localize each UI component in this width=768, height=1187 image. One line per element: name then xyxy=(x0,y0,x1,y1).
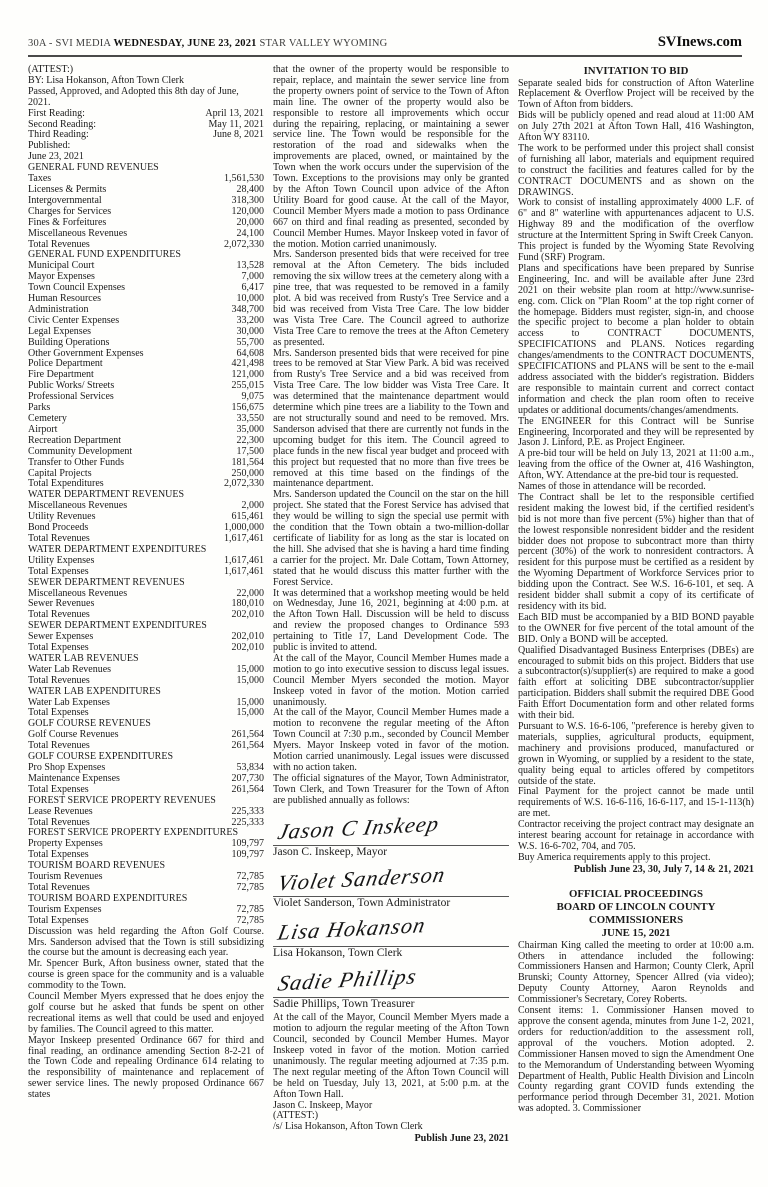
body-paragraph: Consent items: 1. Commissioner Hansen moved to approve the consent agenda, minutes from June 1-2, 2021, orders for reduction/addition to the assessment roll, approval of the vouchers. Motion adopted. 2. Commissioner Hansen moved to sign the Amendment One to the Memorandum of Understanding between Wyoming Department of Health, Public Health Division and Lincoln County regarding grant COVID funds extending the performance period through December 31, 2021. Motion was adopted. 3. Commissioner xyxy=(518,1005,754,1115)
ledger-label: Human Resources xyxy=(28,293,102,305)
ledger-value: 72,785 xyxy=(236,881,264,893)
body-paragraph: Buy America requirements apply to this project. xyxy=(518,851,711,863)
ledger-label: SEWER DEPARTMENT EXPENDITURES xyxy=(28,620,207,632)
body-paragraph: Plans and specifications have been prepared by Sunrise Engineering, Inc. and will be available after June 23rd 2021 on their website plan room at http://www.sunrise-eng. com. Click on "Plan Room" at the top right corner of the homepage. Bidders must register, sign-in, and choose the specific project to become a plan holder to obtain access to CONTRACT DOCUMENTS, SPECIFICATIONS and PLANS. Notices regarding changes/amendments to the CONTRACT DOCUMENTS, SPECIFICATIONS and PLANS will be sent to the e-mail address associated with the bidder's registration. Bidders are responsible to maintain current and correct contact information and check the plan room often to receive updates or additional documents/changes/amendments. xyxy=(518,262,754,416)
ledger-row xyxy=(28,916,264,927)
column-left xyxy=(28,65,264,1145)
column-right xyxy=(518,65,754,1145)
invitation-to-bid-title: INVITATION TO BID xyxy=(583,65,689,77)
ledger-label: Total Expenses xyxy=(28,914,89,926)
ledger-value: 1,000,000 xyxy=(224,522,264,534)
ledger-label: Tourism Expenses xyxy=(28,903,102,915)
ledger-value: 17,500 xyxy=(236,445,264,457)
ledger-label: June 23, 2021 xyxy=(28,151,84,163)
body-paragraph: At the call of the Mayor, Council Member Humes made a motion to go into executive session to discuss legal issues. Council Member Myers seconded the motion. Mayor Inskeep voted in favor of the motion. Motion carried unanimously. xyxy=(273,652,509,708)
ledger-label: Miscellaneous Revenues xyxy=(28,500,128,512)
ledger-value: 255,015 xyxy=(231,380,264,392)
body-paragraph: A pre-bid tour will be held on July 13, 2021 at 11:00 a.m., leaving from the office of the Owner at, 416 Washington, Afton, WY. Attendance at the pre-bid tour is requested. xyxy=(518,448,754,482)
ledger-label: WATER LAB REVENUES xyxy=(28,652,139,664)
ledger-label: Transfer to Other Funds xyxy=(28,456,125,468)
ledger-label: Total Revenues xyxy=(28,816,90,828)
left-column-paragraphs xyxy=(28,927,264,1102)
body-paragraph: Names of those in attendance will be recorded. xyxy=(518,481,706,493)
page-columns xyxy=(0,65,768,1145)
ledger-label: GOLF COURSE REVENUES xyxy=(28,718,151,730)
ledger-label: WATER DEPARTMENT REVENUES xyxy=(28,489,185,501)
ledger-value: 1,617,461 xyxy=(224,554,264,566)
signature-handwriting: Jason C Inskeep xyxy=(275,810,442,844)
body-paragraph: At the call of the Mayor, Council Member Humes made a motion to reconvene the regular meeting of the Afton Town Council at 7:30 p.m., seconded by Council Member Myers. Mayor Inskeep voted in favor of the motion. Motion carried unanimously. Legal issues were discussed with no action taken. xyxy=(273,707,509,773)
signature-printed-name: Lisa Hokanson, Town Clerk xyxy=(273,947,403,960)
ledger-label: Total Expenses xyxy=(28,849,89,861)
body-paragraph: Pursuant to W.S. 16-6-106, "preference is hereby given to materials, supplies, agricultural products, equipment, machinery and provisions produced, manufactured or grown in Wyoming, or supplied by a resident to the state, quality being equal to articles offered by competitors outside of the state. xyxy=(518,720,754,787)
ledger-value: 53,834 xyxy=(236,762,264,773)
ledger-row xyxy=(28,392,264,403)
ledger-value: 13,528 xyxy=(236,260,264,272)
ledger-label: Capital Projects xyxy=(28,467,92,479)
body-paragraph: Final Payment for the project cannot be made until requirements of W.S. 16-6-116, 16-6-117, and 15-1-113(h) are met. xyxy=(518,786,754,820)
ledger-value xyxy=(258,87,264,109)
ledger-label: Other Government Expenses xyxy=(28,347,144,359)
ledger-label: (ATTEST:) xyxy=(28,64,74,75)
ledger-value: 202,010 xyxy=(231,631,264,643)
ledger-value: 261,564 xyxy=(231,783,264,795)
ledger-label: Licenses & Permits xyxy=(28,183,107,195)
body-paragraph: It was determined that a workshop meeting would be held on Wednesday, June 16, 2021, beginning at 4:00 p.m. at the Afton Town Hall. Discussion will be held to discuss and review the proposed changes to Ordinance 593 pertaining to Title 17, Land Development Code. The public is invited to attend. xyxy=(273,587,509,654)
ledger-label: Legal Expenses xyxy=(28,325,92,337)
ledger-row xyxy=(28,687,264,698)
ledger-value: 55,700 xyxy=(236,336,264,348)
ledger-value xyxy=(258,76,264,87)
proceedings-date: JUNE 15, 2021 xyxy=(601,927,671,940)
ledger-value: 348,700 xyxy=(231,303,264,315)
ledger-label: Community Development xyxy=(28,445,133,457)
ledger-value: 120,000 xyxy=(231,205,264,217)
ledger-label: Water Lab Expenses xyxy=(28,696,110,708)
ledger-label: GENERAL FUND EXPENDITURES xyxy=(28,249,181,261)
invitation-paragraphs xyxy=(518,79,754,864)
ledger-label: Utility Expenses xyxy=(28,554,95,566)
ledger-value xyxy=(258,65,264,76)
signature-list xyxy=(273,810,509,1011)
ledger-value xyxy=(258,141,264,152)
proceedings-paragraphs xyxy=(518,941,754,1116)
ledger-label: Sewer Expenses xyxy=(28,631,94,643)
ledger-label: Passed, Approved, and Adopted this 8th day of June, 2021. xyxy=(28,85,239,108)
body-paragraph: Work to consist of installing approximately 4000 L.F. of 6" and 8" waterline with appurtenances adjacent to U.S. Highway 89 and the modification of the overflow structure at the Intermittent Spring in Swift Creek Canyon. xyxy=(518,197,754,242)
ledger-label: Total Expenditures xyxy=(28,478,104,490)
ledger-label: Total Expenses xyxy=(28,565,89,577)
publish-line: Publish June 23, 2021 xyxy=(414,1133,509,1145)
masthead-edition-line xyxy=(28,38,387,49)
ledger-label: Intergovernmental xyxy=(28,194,102,206)
ledger-label: Recreation Department xyxy=(28,434,122,446)
ledger-label: TOURISM BOARD EXPENDITURES xyxy=(28,892,188,904)
ledger-label: Total Revenues xyxy=(28,881,90,893)
ledger-value: 615,461 xyxy=(231,511,264,523)
ledger-label: Public Works/ Streets xyxy=(28,380,115,392)
ledger-row xyxy=(28,447,264,458)
ledger-value: 156,675 xyxy=(231,402,264,414)
ledger-label: FOREST SERVICE PROPERTY REVENUES xyxy=(28,794,216,806)
ledger-value: 1,561,530 xyxy=(224,173,264,185)
body-paragraph: The ENGINEER for this Contract will be Sunrise Engineering, Incorporated and they will be represented by Jason J. Linford, P.E. as Project Engineer. xyxy=(518,415,754,449)
ledger-label: Administration xyxy=(28,303,89,315)
ledger-value: 1,617,461 xyxy=(224,532,264,544)
ledger-value: 15,000 xyxy=(236,707,264,719)
body-paragraph: Mrs. Sanderson presented bids that were received for tree removal at the Afton Cemetery. The bids included removing the six willow trees at the cemetery along with a pine tree, that was requested to be removed in a family plot. A bid was received from Rusty's Tree Service and a bid was received from Vista Tree Care. The low bidder was Vista Tree Care. The Council agreed to authorize Vista Tree Care to remove the trees at the Afton Cemetery as presented. xyxy=(273,249,509,348)
ledger-value: 6,417 xyxy=(241,282,264,294)
signature-handwriting: Lisa Hokanson xyxy=(275,912,429,946)
ledger-value: 109,797 xyxy=(231,838,264,850)
signature-script xyxy=(273,861,509,897)
ledger-label: Tourism Revenues xyxy=(28,871,103,883)
ledger-row xyxy=(28,229,264,240)
proceedings-board-title: BOARD OF LINCOLN COUNTY COMMISSIONERS xyxy=(556,901,716,926)
ledger-value: 22,000 xyxy=(236,587,264,599)
ledger-label: Civic Center Expenses xyxy=(28,314,120,326)
ledger-value: 35,000 xyxy=(236,423,264,435)
ledger-label: Total Revenues xyxy=(28,609,90,621)
ledger-label: Pro Shop Expenses xyxy=(28,762,106,773)
closing-lines xyxy=(273,1101,509,1134)
ledger-value: 33,550 xyxy=(236,413,264,424)
notice-spacer xyxy=(518,876,754,888)
ledger-label: Taxes xyxy=(28,173,52,185)
middle-paragraphs-top xyxy=(273,65,509,807)
ledger-label: BY: Lisa Hokanson, Afton Town Clerk xyxy=(28,74,184,86)
ledger-label: Total Revenues xyxy=(28,740,90,752)
ledger-row xyxy=(28,109,264,120)
masthead-date: WEDNESDAY, JUNE 23, 2021 xyxy=(113,38,257,49)
ledger-value: 33,200 xyxy=(236,314,264,326)
ledger-label: Fire Department xyxy=(28,369,94,381)
masthead-divider xyxy=(28,55,742,57)
ledger-label: Miscellaneous Revenues xyxy=(28,227,128,239)
body-paragraph: Mr. Spencer Burk, Afton business owner, stated that the course is green space for the community and is a valuable commodity to the Town. xyxy=(28,958,264,992)
ledger-value: 421,498 xyxy=(231,358,264,370)
ledger-value: 24,100 xyxy=(236,227,264,239)
body-paragraph: Council Member Myers expressed that he does enjoy the golf course but he asked that funds be spent on other recreational items as well that could be used and enjoyed by families. The Council agreed to this matter. xyxy=(28,991,264,1035)
body-paragraph: Mayor Inskeep presented Ordinance 667 for third and final reading, an ordinance amending Section 8-2-21 of the Town Code and repealing Ordinance 614 relating to the responsibility of maintenance and replacement of sewer service lines. The newly proposed Ordinance 667 states xyxy=(28,1034,264,1101)
ledger-row xyxy=(28,807,264,818)
body-paragraph: This project is funded by the Wyoming State Revolving Fund (SRF) Program. xyxy=(518,241,754,263)
ledger-value: 261,564 xyxy=(231,729,264,741)
signature-handwriting: Sadie Phillips xyxy=(275,963,420,996)
ledger-label: Third Reading: xyxy=(28,129,89,141)
masthead-region: STAR VALLEY WYOMING xyxy=(256,38,388,49)
body-paragraph: Each BID must be accompanied by a BID BOND payable to the OWNER for five percent of the total amount of the BID. Only a BOND will be accepted. xyxy=(518,611,754,645)
ledger-label: Published: xyxy=(28,140,71,152)
ledger-value: 2,000 xyxy=(241,500,264,512)
ledger-label: Airport xyxy=(28,423,58,435)
ledger-label: Total Revenues xyxy=(28,238,90,250)
ledger-value: 225,333 xyxy=(231,816,264,828)
ledger-label: Professional Services xyxy=(28,391,114,403)
signature-script xyxy=(273,965,509,998)
body-paragraph: Chairman King called the meeting to order at 10:00 a.m. Others in attendance included the following: Commissioners Hansen and Harmon; County Clerk, April Brunski; County Attorney, Spencer Allred (via video); Deputy County Attorney, Aaron Reynolds and Commissioner's Secretary, Corey Roberts. xyxy=(518,939,754,1006)
middle-paragraphs-bottom xyxy=(273,1013,509,1100)
ledger-label: Maintenance Expenses xyxy=(28,772,120,784)
budget-ledger xyxy=(28,65,264,927)
column-middle xyxy=(273,65,509,1145)
body-paragraph: Mrs. Sanderson updated the Council on the star on the hill project. She stated that the Forest Service has advised that they would be willing to sign the special use permit with the condition that the Town obtain a two-million-dollar certificate of liability for as long as the star is located on the hill. She advised that she is having a hard time finding a carrier for the project. Mr. Dale Cottam, Town Attorney, stated that he would discuss this matter further with the Forest Service. xyxy=(273,489,509,588)
ledger-label: GOLF COURSE EXPENDITURES xyxy=(28,751,174,763)
ledger-value: 15,000 xyxy=(236,663,264,675)
ledger-label: Total Expenses xyxy=(28,783,89,795)
signature-printed-name: Jason C. Inskeep, Mayor xyxy=(273,845,388,858)
ledger-label: Utility Revenues xyxy=(28,511,96,523)
signature-block xyxy=(273,965,509,1010)
closing-line: Jason C. Inskeep, Mayor xyxy=(273,1099,373,1111)
ledger-value: 180,010 xyxy=(231,598,264,610)
ledger-value xyxy=(258,687,264,698)
ledger-value: 1,617,461 xyxy=(224,565,264,577)
ledger-value: 261,564 xyxy=(231,740,264,752)
ledger-value: 202,010 xyxy=(231,642,264,654)
ledger-label: TOURISM BOARD REVENUES xyxy=(28,860,166,872)
signature-handwriting: Violet Sanderson xyxy=(275,861,448,895)
ledger-value: 7,000 xyxy=(241,271,264,283)
ledger-row xyxy=(28,796,264,807)
ledger-value: 207,730 xyxy=(231,772,264,784)
closing-line: /s/ Lisa Hokanson, Afton Town Clerk xyxy=(273,1121,423,1133)
publish-line: Publish June 23, 30, July 7, 14 & 21, 2021 xyxy=(573,863,754,875)
signature-block xyxy=(273,914,509,959)
body-paragraph: Contractor receiving the project contract may designate an interest bearing account for retainage in accordance with W.S. 16-6-702, 704, and 705. xyxy=(518,819,754,852)
ledger-row xyxy=(28,87,264,109)
ledger-value: 10,000 xyxy=(236,293,264,305)
ledger-label: Bond Proceeds xyxy=(28,522,89,534)
ledger-value: 15,000 xyxy=(236,674,264,686)
ledger-label: SEWER DEPARTMENT REVENUES xyxy=(28,576,185,588)
body-paragraph: that the owner of the property would be responsible to repair, replace, and maintain the sewer service line from the property owners point of service to the Town of Afton main line. The owner of the property would also be responsible to restore all improvements which occur during the repairing, replacing, or maintaining a sewer service line. The Town would be responsible for the restoration of the road and sidewalks when the improvements are placed, owned, or maintained by the Town when the work occurs under the supervision of the Town. Exceptions to the provisions may only be granted by the Afton Town Council upon advice of the Afton Utility Board for good cause. At the call of the Mayor, Council Member Myers made a motion to pass Ordinance 667 on third and final reading as presented, seconded by Council Member Humes. Mayor Inskeep voted in favor of the motion. Motion carried unanimously. xyxy=(273,64,509,250)
signature-script xyxy=(273,914,509,947)
ledger-label: Total Expenses xyxy=(28,642,89,654)
ledger-value: 72,785 xyxy=(236,871,264,883)
masthead-page-id: 30A - SVI MEDIA xyxy=(28,38,114,49)
body-paragraph: The work to be performed under this project shall consist of furnishing all labor, materials and equipment required to construct the facilities and features called for by the CONTRACT DOCUMENTS and as shown on the DRAWINGS. xyxy=(518,142,754,198)
ledger-value: June 8, 2021 xyxy=(213,129,264,141)
ledger-label: Fines & Forfeitures xyxy=(28,216,107,228)
ledger-label: Water Lab Revenues xyxy=(28,663,112,675)
body-paragraph: The Contract shall be let to the responsible certified resident making the lowest bid, if the certified resident's bid is not more than five percent (5%) higher than that of the lowest responsible nonresident bidder and the resident bidder does not propose to subcontract more than thirty percent (30%) of the work to nonresident contractors. A resident for this purpose must be certified as a resident by the Wyoming Department of Workforce Services prior to bidding upon the Contract. See W.S. 16-6-101, et seq. A resident bidder shall submit a copy of its certificate of residency with its bid. xyxy=(518,491,754,612)
signature-script xyxy=(273,810,509,846)
ledger-value: 202,010 xyxy=(231,609,264,621)
ledger-value xyxy=(258,152,264,163)
signature-block xyxy=(273,810,509,858)
ledger-row xyxy=(28,578,264,589)
ledger-label: GENERAL FUND REVENUES xyxy=(28,162,159,174)
ledger-value xyxy=(258,578,264,589)
signature-block xyxy=(273,861,509,909)
ledger-label: Municipal Court xyxy=(28,260,95,272)
closing-line: (ATTEST:) xyxy=(273,1110,319,1122)
ledger-row xyxy=(28,218,264,229)
masthead xyxy=(0,0,768,55)
ledger-value: 28,400 xyxy=(236,183,264,195)
ledger-label: WATER DEPARTMENT EXPENDITURES xyxy=(28,543,207,555)
ledger-value: 109,797 xyxy=(231,849,264,861)
ledger-row xyxy=(28,338,264,349)
ledger-value: 250,000 xyxy=(231,467,264,479)
ledger-label: First Reading: xyxy=(28,107,85,119)
body-paragraph: Separate sealed bids for construction of Afton Waterline Replacement & Overflow Project will be received by the Town of Afton from bidders. xyxy=(518,77,754,111)
ledger-value: 2,072,330 xyxy=(224,478,264,490)
ledger-label: Property Expenses xyxy=(28,838,103,850)
ledger-label: Town Council Expenses xyxy=(28,282,126,294)
ledger-value: May 11, 2021 xyxy=(208,118,264,130)
ledger-value: 2,072,330 xyxy=(224,238,264,250)
signature-printed-name: Sadie Phillips, Town Treasurer xyxy=(273,998,415,1011)
body-paragraph: Discussion was held regarding the Afton Golf Course. Mrs. Sanderson advised that the Town is still subsidizing the course but the amount is decreasing each year. xyxy=(28,925,264,959)
ledger-label: Mayor Expenses xyxy=(28,271,95,283)
ledger-label: Charges for Services xyxy=(28,205,112,217)
ledger-value: 72,785 xyxy=(236,903,264,915)
ledger-label: Cemetery xyxy=(28,413,67,424)
ledger-value: 181,564 xyxy=(231,456,264,468)
body-paragraph: Bids will be publicly opened and read aloud at 11:00 AM on July 27th 2021 at Afton Town Hall, 416 Washington, Afton WY 83110. xyxy=(518,110,754,144)
proceedings-title: OFFICIAL PROCEEDINGS xyxy=(568,887,704,900)
ledger-label: Building Operations xyxy=(28,336,110,348)
ledger-value: 64,608 xyxy=(236,347,264,359)
ledger-value: 9,075 xyxy=(241,391,264,403)
ledger-value: April 13, 2021 xyxy=(205,107,264,119)
body-paragraph: The official signatures of the Mayor, Town Administrator, Town Clerk, and Town Treasurer for the Town of Afton are published annually as follows: xyxy=(273,772,509,806)
body-paragraph: Mrs. Sanderson presented bids that were received for pine trees to be removed at Star View Park. A bid was received from Rusty's Tree Service and a bid was received from Vista Tree Care. The low bidder was Vista Tree Care. It was determined that the maintenance department would determine which pine trees are a liability to the Town and are not structurally sound and need to be removed. Mrs. Sanderson advised that there are currently not funds in the upcoming budget for this item. The Council agreed to place funds in the new fiscal year budget and proceed with this project but requested that no more than five trees be removed at this time based on the findings of the maintenance department. xyxy=(273,347,509,490)
ledger-value: 20,000 xyxy=(236,216,264,228)
ledger-value: 318,300 xyxy=(231,194,264,206)
ledger-label: Police Department xyxy=(28,358,103,370)
ledger-label: Second Reading: xyxy=(28,118,97,130)
ledger-label: WATER LAB EXPENDITURES xyxy=(28,685,161,697)
ledger-value: 15,000 xyxy=(236,696,264,708)
ledger-label: FOREST SERVICE PROPERTY EXPENDITURES xyxy=(28,827,239,839)
ledger-value: 22,300 xyxy=(236,434,264,446)
ledger-value: 72,785 xyxy=(236,914,264,926)
ledger-label: Lease Revenues xyxy=(28,805,93,817)
ledger-label: Miscellaneous Revenues xyxy=(28,587,128,599)
ledger-label: Sewer Revenues xyxy=(28,598,95,610)
ledger-value: 30,000 xyxy=(236,325,264,337)
ledger-row xyxy=(28,414,264,425)
ledger-label: Total Expenses xyxy=(28,707,89,719)
body-paragraph: Qualified Disadvantaged Business Enterprises (DBEs) are encouraged to submit bids on this project. Bidders that use a subcontractor(s)/supplier(s) are required to make a good faith effort at soliciting DBE subcontractor/supplier participation. Bidders shall submit the required DBE Good Faith Effort Documentation form and other related forms with their bid. xyxy=(518,644,754,722)
ledger-label: Total Revenues xyxy=(28,674,90,686)
ledger-row xyxy=(28,458,264,469)
ledger-value: 121,000 xyxy=(231,369,264,381)
ledger-row xyxy=(28,567,264,578)
ledger-label: Golf Course Revenues xyxy=(28,729,119,741)
ledger-value xyxy=(258,796,264,807)
masthead-site-url: SVInews.com xyxy=(657,34,742,50)
signature-printed-name: Violet Sanderson, Town Administrator xyxy=(273,896,451,909)
body-paragraph: At the call of the Mayor, Council Member Myers made a motion to adjourn the regular meeting of the Afton Town Council, seconded by Council Member Humes. Mayor Inskeep voted in favor of the motion. Motion carried unanimously. The regular meeting adjourned at 7:35 p.m. The next regular meeting of the Afton Town Council will be held on Tuesday, July 13, 2021, at 5:00 p.m. at the Afton Town Hall. xyxy=(273,1012,509,1100)
ledger-value: 225,333 xyxy=(231,805,264,817)
ledger-label: Parks xyxy=(28,402,51,414)
ledger-label: Total Revenues xyxy=(28,532,90,544)
